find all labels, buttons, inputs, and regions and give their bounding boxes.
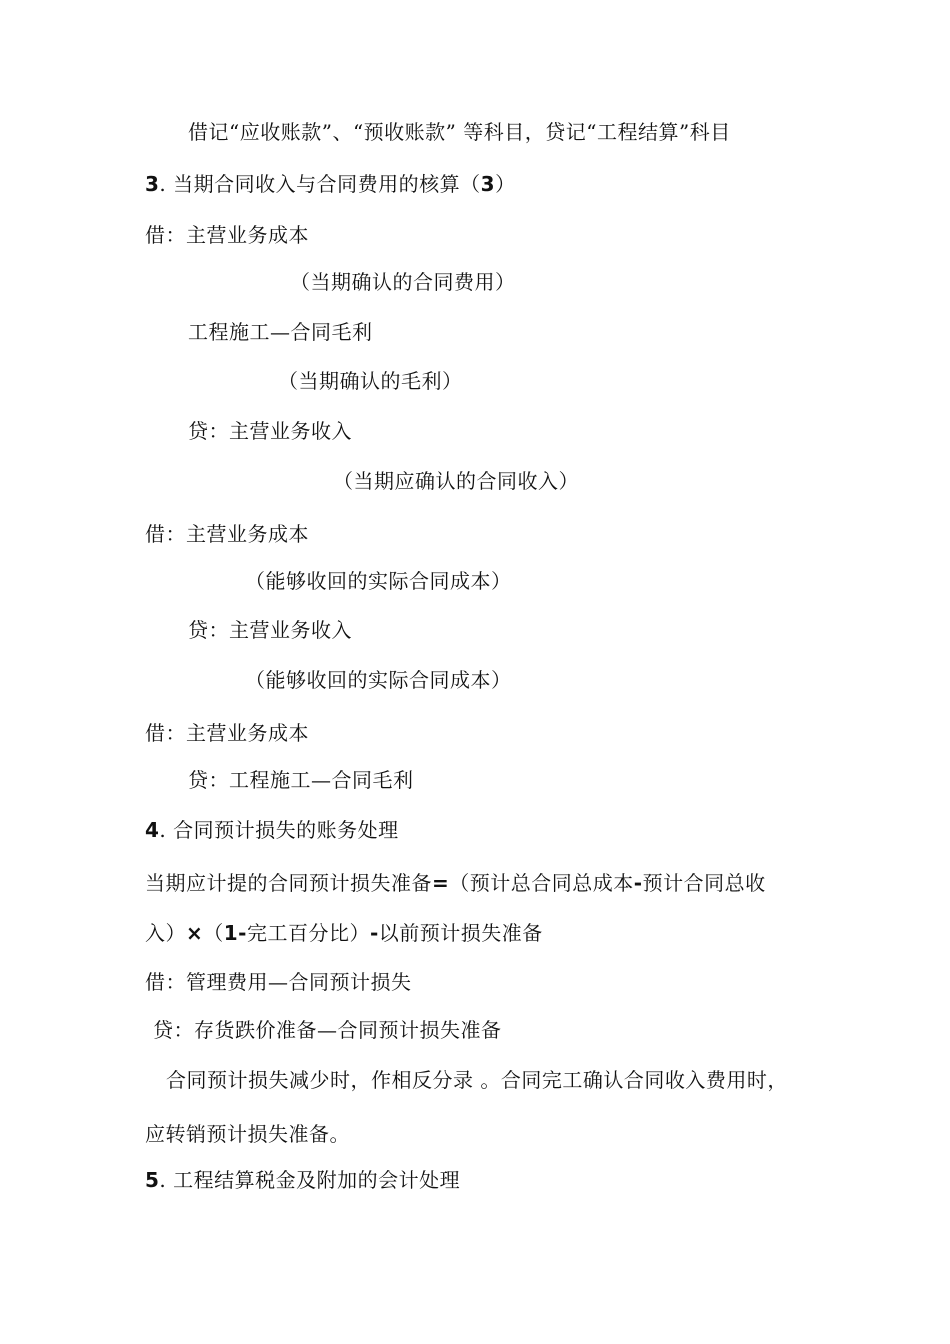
entry-debit-cost — [145, 221, 309, 249]
entry-credit-inventory — [153, 1016, 502, 1044]
line-text: 借：主营业务成本 — [145, 522, 309, 546]
formula-text: （ — [203, 921, 224, 945]
entry-note — [290, 268, 516, 296]
entry-credit-revenue — [188, 417, 352, 445]
line-text: 借记“应收账款”、“预收账款” 等科目，贷记“工程结算”科目 — [188, 120, 731, 144]
paragraph-line-2 — [145, 1120, 350, 1148]
line-text: （能够收回的实际合同成本） — [245, 668, 512, 692]
entry-note — [245, 666, 512, 694]
section-paren-close: ） — [495, 172, 516, 196]
times-sign: × — [186, 921, 204, 945]
entry-debit-cost — [145, 520, 309, 548]
line-text: 工程施工—合同毛利 — [188, 320, 373, 344]
section-dot: . — [159, 172, 167, 196]
minus-sign: - — [633, 871, 643, 895]
formula-text: （预计总合同总成本 — [449, 871, 634, 895]
section-heading-3 — [145, 170, 516, 198]
section-title: 当期合同收入与合同费用的核算（ — [173, 172, 481, 196]
entry-debit-admin — [145, 968, 412, 996]
line-text: （当期确认的毛利） — [278, 369, 463, 393]
section-heading-4 — [145, 816, 399, 844]
formula-text: 以前预计损失准备 — [378, 921, 543, 945]
line-text: 贷：主营业务收入 — [188, 618, 352, 642]
section-ref-number: 3 — [480, 172, 496, 196]
section-number: 5 — [145, 1168, 160, 1192]
section-number: 3 — [145, 172, 160, 196]
equals-sign: = — [432, 871, 450, 895]
line-text: 借：主营业务成本 — [145, 721, 309, 745]
formula-text: 当期应计提的合同预计损失准备 — [145, 871, 432, 895]
line-text: 贷：存货跌价准备—合同预计损失准备 — [153, 1018, 502, 1042]
line-text: 贷：工程施工—合同毛利 — [188, 768, 414, 792]
section-number: 4 — [145, 818, 160, 842]
line-text: 合同预计损失减少时，作相反分录 。合同完工确认合同收入费用时， — [166, 1068, 788, 1092]
formula-line-1 — [145, 869, 766, 897]
formula-text: 入） — [145, 921, 186, 945]
section-title: 工程结算税金及附加的会计处理 — [173, 1168, 461, 1192]
entry-credit-revenue — [188, 616, 352, 644]
formula-text: 预计合同总收 — [642, 871, 766, 895]
line-text: 贷：主营业务收入 — [188, 419, 352, 443]
line-text: 借：管理费用—合同预计损失 — [145, 970, 412, 994]
formula-text: 完工百分比） — [246, 921, 370, 945]
line-text: （当期应确认的合同收入） — [333, 469, 579, 493]
entry-note — [278, 367, 463, 395]
line-text: 借：主营业务成本 — [145, 223, 309, 247]
section-title: 合同预计损失的账务处理 — [173, 818, 399, 842]
section-dot: . — [159, 818, 167, 842]
line-text: （能够收回的实际合同成本） — [245, 569, 512, 593]
section-heading-5 — [145, 1166, 460, 1194]
entry-debit-cost — [145, 719, 309, 747]
formula-line-2 — [145, 919, 543, 947]
entry-credit-construction — [188, 766, 414, 794]
line-text: 应转销预计损失准备。 — [145, 1122, 350, 1146]
paragraph-line-1 — [166, 1066, 788, 1094]
minus-sign: - — [369, 921, 379, 945]
line-text: （当期确认的合同费用） — [290, 270, 516, 294]
entry-note — [245, 567, 512, 595]
one-minus: 1- — [223, 921, 247, 945]
entry-debit-construction — [188, 318, 373, 346]
text-line-debit-receivables — [188, 118, 731, 146]
section-dot: . — [159, 1168, 167, 1192]
entry-note — [333, 467, 579, 495]
